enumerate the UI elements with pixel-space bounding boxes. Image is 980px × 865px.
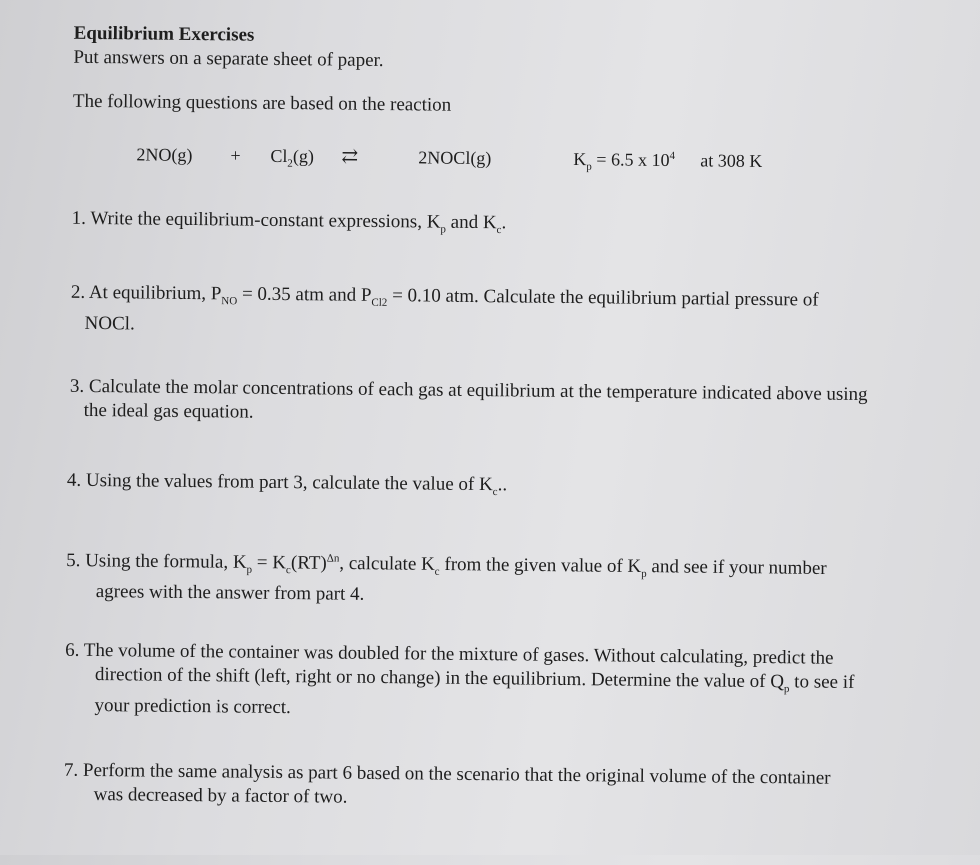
reactant-no: 2NO(g) [136,144,193,166]
temperature: at 308 K [700,150,763,171]
question-4: 4. Using the values from part 3, calculate the value of $K_c$.. [66,469,508,499]
equilibrium-arrow-icon: ⇄ [341,145,359,168]
plus-sign: + [230,145,241,166]
reactant-cl2: $Cl_2(g)$ [270,145,315,170]
page-title: Equilibrium Exercises [73,22,255,46]
question-1: 1. Write the equilibrium-constant expressions, $K_p$ and $K_c$. [71,207,507,237]
product-nocl: 2NOCl(g) [418,147,492,169]
question-3: 3. Calculate the molar concentrations of each gas at equilibrium at the temperature indicated above using the ideal gas equation. [69,375,868,423]
intro-text: The following questions are based on the reaction [72,90,452,116]
question-2: 2. At equilibrium, $P_{NO} = 0.35$ atm and $P_{Cl2} = 0.10$ atm. Calculate the equilibrium partial pressure of NOCl. [70,281,819,335]
question-6: 6. The volume of the container was doubled for the mixture of gases. Without calculating, predict the direction of the shift (left, right or no change) in the equilibrium. Determine the value of $Q_p$ to see if your prediction is correct. [65,639,855,718]
question-7: 7. Perform the same analysis as part 6 based on the scenario that the original volume of the container was decreased by a factor of two. [63,759,831,808]
kp-value: $K_p = 6.5$ x $10^4$ [573,149,676,173]
question-5: 5. Using the formula, $K_p = K_c(RT)^{\Delta n}$, calculate $K_c$ from the given value of $K_p$ and see if your number agrees with the answer from part 4. [66,550,827,605]
page-subtitle: Put answers on a separate sheet of paper. [73,46,384,72]
